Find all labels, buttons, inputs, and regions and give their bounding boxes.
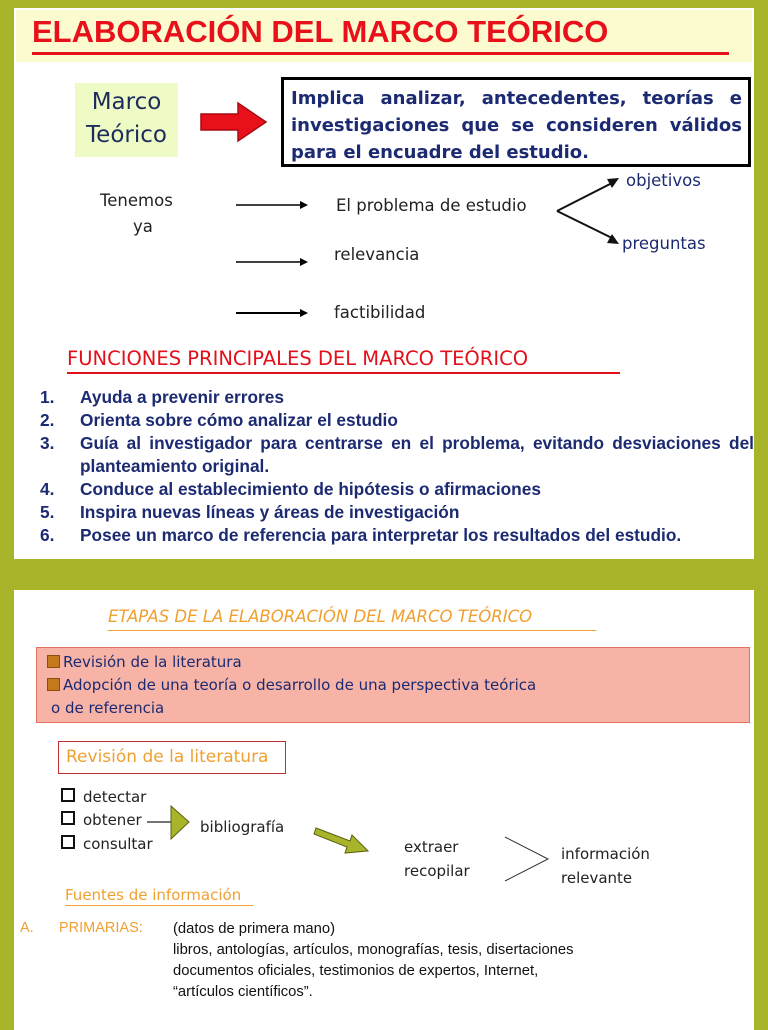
bibliografia-label: bibliografía <box>200 818 285 836</box>
tenemos-label: Tenemos <box>100 191 173 210</box>
primarias-letter: A. <box>20 920 34 936</box>
list-item: 4. Conduce al establecimiento de hipótesis o afirmaciones <box>40 479 541 499</box>
extraer-label: extraer <box>404 838 459 856</box>
square-bullet-icon <box>47 655 60 668</box>
etapas-underline <box>108 630 596 631</box>
list-item: 3. Guía al investigador para centrarse en el problema, evitando desviaciones del planteamiento original. <box>40 433 754 476</box>
marco-line-1: Marco <box>91 89 162 115</box>
chevron-right-icon <box>504 835 554 883</box>
branch-arrows-icon <box>554 170 624 250</box>
preguntas-label: preguntas <box>622 234 706 253</box>
fuentes-underline <box>65 905 253 906</box>
recopilar-label: recopilar <box>404 862 470 880</box>
slide-title: ELABORACIÓN DEL MARCO TEÓRICO <box>32 14 609 49</box>
primarias-text: (datos de primera mano) libros, antologías, artículos, monografías, tesis, disertaciones documentos oficiales, testimonios de expertos, Internet, “artículos científicos”. <box>173 921 574 1000</box>
bracket-arrow-icon <box>145 803 191 843</box>
funciones-list <box>40 386 754 547</box>
problema-label: El problema de estudio <box>336 196 527 215</box>
list-item: 6. Posee un marco de referencia para interpretar los resultados del estudio. <box>40 525 682 545</box>
marco-line-2: Teórico <box>86 122 167 148</box>
list-item: 2. Orienta sobre cómo analizar el estudio <box>40 410 398 430</box>
factibilidad-label: factibilidad <box>334 303 426 322</box>
slide-2 <box>14 590 754 1030</box>
checkbox-icon <box>61 788 75 802</box>
check-item: obtener <box>61 811 142 829</box>
checkbox-icon <box>61 835 75 849</box>
relevancia-label: relevancia <box>334 245 420 264</box>
etapas-box <box>36 647 750 723</box>
fuentes-label: Fuentes de información <box>65 886 242 904</box>
slide-1 <box>14 8 754 559</box>
arrow-icon <box>236 307 310 319</box>
informacion-label: información <box>561 845 650 863</box>
list-item: 1. Ayuda a prevenir errores <box>40 387 284 407</box>
etapa-item: Adopción de una teoría o desarrollo de una perspectiva teórica <box>47 674 749 697</box>
marco-teorico-box <box>75 83 178 157</box>
etapas-title: ETAPAS DE LA ELABORACIÓN DEL MARCO TEÓRICO <box>108 607 533 626</box>
red-arrow-icon <box>200 100 270 144</box>
check-item: consultar <box>61 835 153 853</box>
definition-box: Implica analizar, antecedentes, teorías e investigaciones que se consideren válidos para el encuadre del estudio. <box>281 77 751 167</box>
arrow-icon <box>236 199 310 211</box>
funciones-underline <box>67 372 620 374</box>
funciones-title: FUNCIONES PRINCIPALES DEL MARCO TEÓRICO <box>67 347 529 370</box>
diagonal-arrow-icon <box>314 820 372 856</box>
ya-label: ya <box>133 217 153 236</box>
square-bullet-icon <box>47 678 60 691</box>
check-item: detectar <box>61 788 146 806</box>
etapa-item: Revisión de la literatura <box>47 651 749 674</box>
objetivos-label: objetivos <box>626 171 701 190</box>
checkbox-icon <box>61 811 75 825</box>
revision-box: Revisión de la literatura <box>58 741 286 774</box>
list-item: 5. Inspira nuevas líneas y áreas de investigación <box>40 502 460 522</box>
title-underline <box>32 52 729 55</box>
primarias-label: PRIMARIAS: <box>59 920 143 936</box>
arrow-icon <box>236 256 310 268</box>
relevante-label: relevante <box>561 869 633 887</box>
etapa-item-continuation: o de referencia <box>51 699 165 717</box>
